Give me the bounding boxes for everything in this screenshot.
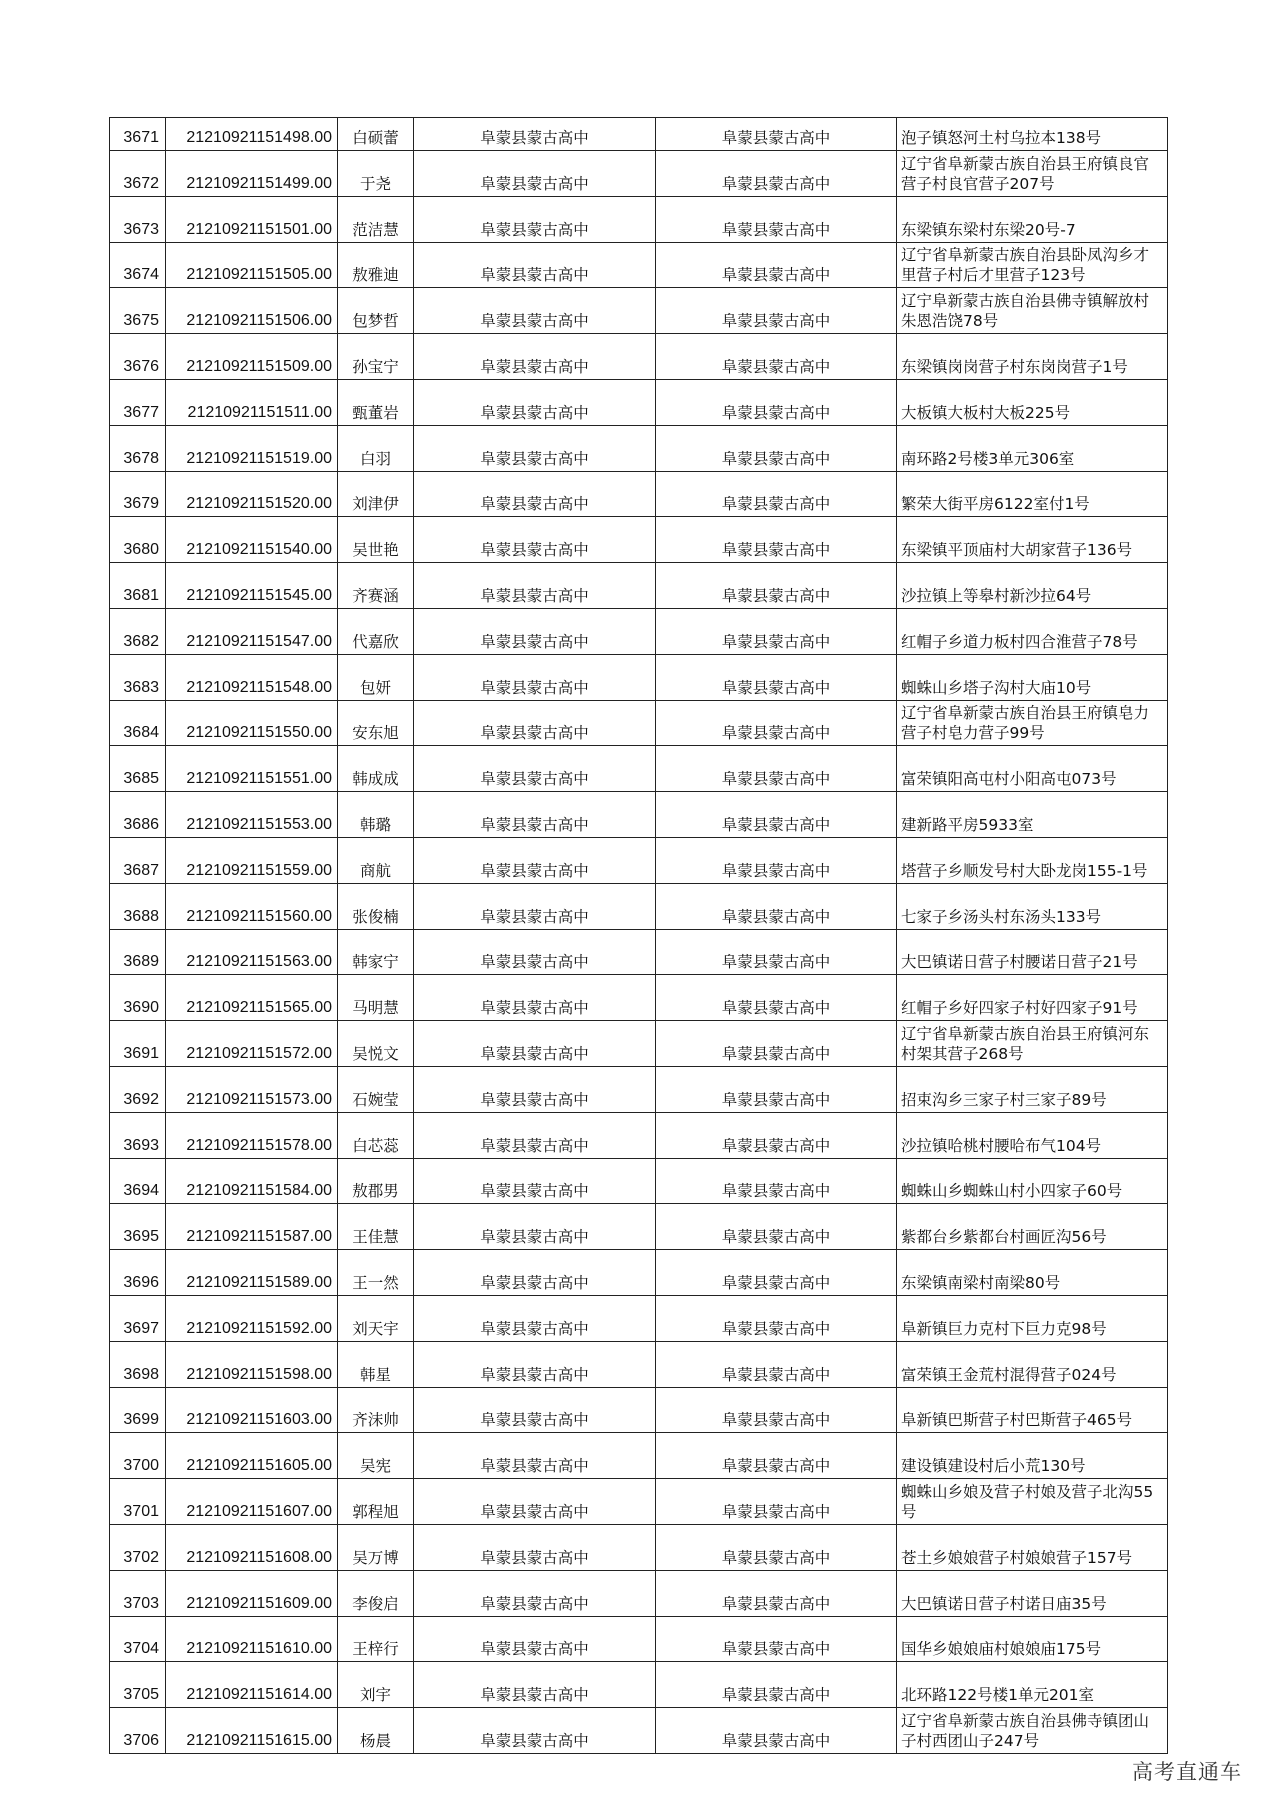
row-index-cell: 3674 <box>110 242 166 288</box>
address-cell: 辽宁省阜新蒙古族自治县王府镇良官营子村良官营子207号 <box>897 151 1168 197</box>
row-index-cell: 3684 <box>110 700 166 746</box>
student-name-cell: 杨晨 <box>338 1708 414 1754</box>
address-cell: 辽宁省阜新蒙古族自治县佛寺镇团山子村西团山子247号 <box>897 1708 1168 1754</box>
student-name-cell: 敖雅迪 <box>338 242 414 288</box>
row-index-cell: 3676 <box>110 334 166 380</box>
admitted-school-cell: 阜蒙县蒙古高中 <box>656 379 897 425</box>
exam-number-cell: 21210921151615.00 <box>166 1708 338 1754</box>
school-cell: 阜蒙县蒙古高中 <box>414 1616 656 1662</box>
exam-number-cell: 21210921151598.00 <box>166 1341 338 1387</box>
row-index-cell: 3672 <box>110 151 166 197</box>
admitted-school-cell: 阜蒙县蒙古高中 <box>656 837 897 883</box>
address-cell: 沙拉镇上等皋村新沙拉64号 <box>897 563 1168 609</box>
table-row <box>110 1066 1168 1112</box>
exam-number-cell: 21210921151545.00 <box>166 563 338 609</box>
address-cell: 东梁镇南梁村南梁80号 <box>897 1250 1168 1296</box>
school-cell: 阜蒙县蒙古高中 <box>414 654 656 700</box>
table-row <box>110 151 1168 197</box>
row-index-cell: 3678 <box>110 425 166 471</box>
admitted-school-cell: 阜蒙县蒙古高中 <box>656 1479 897 1525</box>
student-name-cell: 吴万博 <box>338 1524 414 1570</box>
student-name-cell: 王梓行 <box>338 1616 414 1662</box>
student-name-cell: 李俊启 <box>338 1570 414 1616</box>
address-cell: 辽宁省阜新蒙古族自治县王府镇河东村架其营子268号 <box>897 1021 1168 1067</box>
address-cell: 辽宁阜新蒙古族自治县佛寺镇解放村朱恩浩饶78号 <box>897 288 1168 334</box>
exam-number-cell: 21210921151501.00 <box>166 196 338 242</box>
school-cell: 阜蒙县蒙古高中 <box>414 196 656 242</box>
table-row <box>110 929 1168 975</box>
exam-number-cell: 21210921151584.00 <box>166 1158 338 1204</box>
student-table <box>109 117 1168 1754</box>
admitted-school-cell: 阜蒙县蒙古高中 <box>656 792 897 838</box>
address-cell: 国华乡娘娘庙村娘娘庙175号 <box>897 1616 1168 1662</box>
exam-number-cell: 21210921151505.00 <box>166 242 338 288</box>
table-row <box>110 608 1168 654</box>
admitted-school-cell: 阜蒙县蒙古高中 <box>656 1616 897 1662</box>
student-name-cell: 包梦哲 <box>338 288 414 334</box>
admitted-school-cell: 阜蒙县蒙古高中 <box>656 1708 897 1754</box>
row-index-cell: 3677 <box>110 379 166 425</box>
exam-number-cell: 21210921151607.00 <box>166 1479 338 1525</box>
admitted-school-cell: 阜蒙县蒙古高中 <box>656 118 897 151</box>
row-index-cell: 3673 <box>110 196 166 242</box>
school-cell: 阜蒙县蒙古高中 <box>414 1662 656 1708</box>
school-cell: 阜蒙县蒙古高中 <box>414 746 656 792</box>
admitted-school-cell: 阜蒙县蒙古高中 <box>656 883 897 929</box>
table-row <box>110 883 1168 929</box>
exam-number-cell: 21210921151519.00 <box>166 425 338 471</box>
admitted-school-cell: 阜蒙县蒙古高中 <box>656 1433 897 1479</box>
student-name-cell: 敖郡男 <box>338 1158 414 1204</box>
row-index-cell: 3694 <box>110 1158 166 1204</box>
table-row <box>110 1021 1168 1067</box>
address-cell: 辽宁省阜新蒙古族自治县卧凤沟乡才里营子村后才里营子123号 <box>897 242 1168 288</box>
exam-number-cell: 21210921151578.00 <box>166 1112 338 1158</box>
school-cell: 阜蒙县蒙古高中 <box>414 1708 656 1754</box>
table-row <box>110 746 1168 792</box>
address-cell: 繁荣大街平房6122室付1号 <box>897 471 1168 517</box>
student-name-cell: 韩成成 <box>338 746 414 792</box>
table-row <box>110 1250 1168 1296</box>
table-row <box>110 1616 1168 1662</box>
row-index-cell: 3701 <box>110 1479 166 1525</box>
row-index-cell: 3706 <box>110 1708 166 1754</box>
row-index-cell: 3693 <box>110 1112 166 1158</box>
student-name-cell: 白硕蕾 <box>338 118 414 151</box>
row-index-cell: 3704 <box>110 1616 166 1662</box>
table-row <box>110 118 1168 151</box>
admitted-school-cell: 阜蒙县蒙古高中 <box>656 517 897 563</box>
school-cell: 阜蒙县蒙古高中 <box>414 471 656 517</box>
admitted-school-cell: 阜蒙县蒙古高中 <box>656 654 897 700</box>
table-row <box>110 379 1168 425</box>
row-index-cell: 3681 <box>110 563 166 609</box>
exam-number-cell: 21210921151573.00 <box>166 1066 338 1112</box>
admitted-school-cell: 阜蒙县蒙古高中 <box>656 1570 897 1616</box>
student-name-cell: 郭程旭 <box>338 1479 414 1525</box>
table-row <box>110 1479 1168 1525</box>
table-row <box>110 1524 1168 1570</box>
row-index-cell: 3686 <box>110 792 166 838</box>
table-row <box>110 425 1168 471</box>
table-row <box>110 1570 1168 1616</box>
address-cell: 东梁镇平顶庙村大胡家营子136号 <box>897 517 1168 563</box>
exam-number-cell: 21210921151608.00 <box>166 1524 338 1570</box>
row-index-cell: 3688 <box>110 883 166 929</box>
school-cell: 阜蒙县蒙古高中 <box>414 517 656 563</box>
admitted-school-cell: 阜蒙县蒙古高中 <box>656 1387 897 1433</box>
student-name-cell: 刘宇 <box>338 1662 414 1708</box>
exam-number-cell: 21210921151540.00 <box>166 517 338 563</box>
table-row <box>110 1433 1168 1479</box>
student-name-cell: 韩璐 <box>338 792 414 838</box>
address-cell: 大巴镇诺日营子村腰诺日营子21号 <box>897 929 1168 975</box>
table-row <box>110 1708 1168 1754</box>
exam-number-cell: 21210921151587.00 <box>166 1204 338 1250</box>
exam-number-cell: 21210921151610.00 <box>166 1616 338 1662</box>
admitted-school-cell: 阜蒙县蒙古高中 <box>656 700 897 746</box>
address-cell: 南环路2号楼3单元306室 <box>897 425 1168 471</box>
admitted-school-cell: 阜蒙县蒙古高中 <box>656 929 897 975</box>
address-cell: 辽宁省阜新蒙古族自治县王府镇皂力营子村皂力营子99号 <box>897 700 1168 746</box>
table-row <box>110 792 1168 838</box>
school-cell: 阜蒙县蒙古高中 <box>414 1066 656 1112</box>
exam-number-cell: 21210921151498.00 <box>166 118 338 151</box>
exam-number-cell: 21210921151563.00 <box>166 929 338 975</box>
school-cell: 阜蒙县蒙古高中 <box>414 1158 656 1204</box>
row-index-cell: 3696 <box>110 1250 166 1296</box>
student-name-cell: 韩家宁 <box>338 929 414 975</box>
admitted-school-cell: 阜蒙县蒙古高中 <box>656 288 897 334</box>
admitted-school-cell: 阜蒙县蒙古高中 <box>656 1524 897 1570</box>
student-name-cell: 齐沫帅 <box>338 1387 414 1433</box>
row-index-cell: 3675 <box>110 288 166 334</box>
address-cell: 东梁镇岗岗营子村东岗岗营子1号 <box>897 334 1168 380</box>
admitted-school-cell: 阜蒙县蒙古高中 <box>656 1341 897 1387</box>
address-cell: 蜘蛛山乡塔子沟村大庙10号 <box>897 654 1168 700</box>
exam-number-cell: 21210921151553.00 <box>166 792 338 838</box>
school-cell: 阜蒙县蒙古高中 <box>414 1479 656 1525</box>
exam-number-cell: 21210921151589.00 <box>166 1250 338 1296</box>
exam-number-cell: 21210921151511.00 <box>166 379 338 425</box>
admitted-school-cell: 阜蒙县蒙古高中 <box>656 608 897 654</box>
row-index-cell: 3692 <box>110 1066 166 1112</box>
row-index-cell: 3685 <box>110 746 166 792</box>
admitted-school-cell: 阜蒙县蒙古高中 <box>656 1250 897 1296</box>
school-cell: 阜蒙县蒙古高中 <box>414 792 656 838</box>
table-row <box>110 1662 1168 1708</box>
address-cell: 大巴镇诺日营子村诺日庙35号 <box>897 1570 1168 1616</box>
exam-number-cell: 21210921151592.00 <box>166 1295 338 1341</box>
row-index-cell: 3690 <box>110 975 166 1021</box>
table-row <box>110 242 1168 288</box>
row-index-cell: 3671 <box>110 118 166 151</box>
student-name-cell: 孙宝宁 <box>338 334 414 380</box>
student-name-cell: 马明慧 <box>338 975 414 1021</box>
school-cell: 阜蒙县蒙古高中 <box>414 563 656 609</box>
address-cell: 阜新镇巨力克村下巨力克98号 <box>897 1295 1168 1341</box>
address-cell: 泡子镇怒河土村乌拉本138号 <box>897 118 1168 151</box>
table-row <box>110 1341 1168 1387</box>
school-cell: 阜蒙县蒙古高中 <box>414 1570 656 1616</box>
address-cell: 阜新镇巴斯营子村巴斯营子465号 <box>897 1387 1168 1433</box>
table-row <box>110 1387 1168 1433</box>
school-cell: 阜蒙县蒙古高中 <box>414 1341 656 1387</box>
row-index-cell: 3691 <box>110 1021 166 1067</box>
student-name-cell: 刘天宇 <box>338 1295 414 1341</box>
row-index-cell: 3683 <box>110 654 166 700</box>
student-name-cell: 安东旭 <box>338 700 414 746</box>
school-cell: 阜蒙县蒙古高中 <box>414 837 656 883</box>
school-cell: 阜蒙县蒙古高中 <box>414 975 656 1021</box>
student-name-cell: 王佳慧 <box>338 1204 414 1250</box>
school-cell: 阜蒙县蒙古高中 <box>414 1387 656 1433</box>
exam-number-cell: 21210921151559.00 <box>166 837 338 883</box>
table-body <box>110 118 1168 1754</box>
school-cell: 阜蒙县蒙古高中 <box>414 118 656 151</box>
admitted-school-cell: 阜蒙县蒙古高中 <box>656 425 897 471</box>
address-cell: 招束沟乡三家子村三家子89号 <box>897 1066 1168 1112</box>
address-cell: 紫都台乡紫都台村画匠沟56号 <box>897 1204 1168 1250</box>
exam-number-cell: 21210921151614.00 <box>166 1662 338 1708</box>
school-cell: 阜蒙县蒙古高中 <box>414 929 656 975</box>
student-name-cell: 吴世艳 <box>338 517 414 563</box>
admitted-school-cell: 阜蒙县蒙古高中 <box>656 1021 897 1067</box>
address-cell: 七家子乡汤头村东汤头133号 <box>897 883 1168 929</box>
exam-number-cell: 21210921151603.00 <box>166 1387 338 1433</box>
student-name-cell: 代嘉欣 <box>338 608 414 654</box>
student-name-cell: 范洁慧 <box>338 196 414 242</box>
student-name-cell: 石婉莹 <box>338 1066 414 1112</box>
exam-number-cell: 21210921151547.00 <box>166 608 338 654</box>
student-name-cell: 于尧 <box>338 151 414 197</box>
exam-number-cell: 21210921151520.00 <box>166 471 338 517</box>
table-row <box>110 654 1168 700</box>
address-cell: 红帽子乡好四家子村好四家子91号 <box>897 975 1168 1021</box>
admitted-school-cell: 阜蒙县蒙古高中 <box>656 975 897 1021</box>
school-cell: 阜蒙县蒙古高中 <box>414 379 656 425</box>
admitted-school-cell: 阜蒙县蒙古高中 <box>656 334 897 380</box>
student-name-cell: 吴悦文 <box>338 1021 414 1067</box>
address-cell: 塔营子乡顺发号村大卧龙岗155-1号 <box>897 837 1168 883</box>
table-row <box>110 700 1168 746</box>
row-index-cell: 3705 <box>110 1662 166 1708</box>
school-cell: 阜蒙县蒙古高中 <box>414 334 656 380</box>
table-row <box>110 1295 1168 1341</box>
watermark-text: 高考直通车 <box>1132 1760 1242 1784</box>
address-cell: 蜘蛛山乡娘及营子村娘及营子北沟55号 <box>897 1479 1168 1525</box>
exam-number-cell: 21210921151605.00 <box>166 1433 338 1479</box>
row-index-cell: 3680 <box>110 517 166 563</box>
student-name-cell: 刘津伊 <box>338 471 414 517</box>
exam-number-cell: 21210921151609.00 <box>166 1570 338 1616</box>
school-cell: 阜蒙县蒙古高中 <box>414 883 656 929</box>
address-cell: 北环路122号楼1单元201室 <box>897 1662 1168 1708</box>
student-name-cell: 韩星 <box>338 1341 414 1387</box>
address-cell: 沙拉镇哈桃村腰哈布气104号 <box>897 1112 1168 1158</box>
admitted-school-cell: 阜蒙县蒙古高中 <box>656 1158 897 1204</box>
admitted-school-cell: 阜蒙县蒙古高中 <box>656 1662 897 1708</box>
student-name-cell: 包妍 <box>338 654 414 700</box>
admitted-school-cell: 阜蒙县蒙古高中 <box>656 151 897 197</box>
row-index-cell: 3682 <box>110 608 166 654</box>
table-row <box>110 471 1168 517</box>
exam-number-cell: 21210921151560.00 <box>166 883 338 929</box>
address-cell: 富荣镇王金荒村混得营子024号 <box>897 1341 1168 1387</box>
address-cell: 红帽子乡道力板村四合淮营子78号 <box>897 608 1168 654</box>
admitted-school-cell: 阜蒙县蒙古高中 <box>656 746 897 792</box>
address-cell: 建设镇建设村后小荒130号 <box>897 1433 1168 1479</box>
student-name-cell: 吴宪 <box>338 1433 414 1479</box>
exam-number-cell: 21210921151572.00 <box>166 1021 338 1067</box>
school-cell: 阜蒙县蒙古高中 <box>414 242 656 288</box>
table-row <box>110 196 1168 242</box>
student-name-cell: 甄董岩 <box>338 379 414 425</box>
exam-number-cell: 21210921151550.00 <box>166 700 338 746</box>
address-cell: 东梁镇东梁村东梁20号-7 <box>897 196 1168 242</box>
admitted-school-cell: 阜蒙县蒙古高中 <box>656 1295 897 1341</box>
admitted-school-cell: 阜蒙县蒙古高中 <box>656 1112 897 1158</box>
table-row <box>110 1112 1168 1158</box>
table-row <box>110 288 1168 334</box>
school-cell: 阜蒙县蒙古高中 <box>414 1021 656 1067</box>
school-cell: 阜蒙县蒙古高中 <box>414 1112 656 1158</box>
table-row <box>110 975 1168 1021</box>
student-name-cell: 白羽 <box>338 425 414 471</box>
row-index-cell: 3700 <box>110 1433 166 1479</box>
admitted-school-cell: 阜蒙县蒙古高中 <box>656 242 897 288</box>
admitted-school-cell: 阜蒙县蒙古高中 <box>656 196 897 242</box>
row-index-cell: 3687 <box>110 837 166 883</box>
address-cell: 建新路平房5933室 <box>897 792 1168 838</box>
school-cell: 阜蒙县蒙古高中 <box>414 700 656 746</box>
address-cell: 蜘蛛山乡蜘蛛山村小四家子60号 <box>897 1158 1168 1204</box>
row-index-cell: 3695 <box>110 1204 166 1250</box>
address-cell: 富荣镇阳高屯村小阳高屯073号 <box>897 746 1168 792</box>
address-cell: 大板镇大板村大板225号 <box>897 379 1168 425</box>
row-index-cell: 3703 <box>110 1570 166 1616</box>
exam-number-cell: 21210921151506.00 <box>166 288 338 334</box>
row-index-cell: 3702 <box>110 1524 166 1570</box>
row-index-cell: 3699 <box>110 1387 166 1433</box>
exam-number-cell: 21210921151565.00 <box>166 975 338 1021</box>
row-index-cell: 3698 <box>110 1341 166 1387</box>
exam-number-cell: 21210921151499.00 <box>166 151 338 197</box>
exam-number-cell: 21210921151509.00 <box>166 334 338 380</box>
school-cell: 阜蒙县蒙古高中 <box>414 1295 656 1341</box>
admitted-school-cell: 阜蒙县蒙古高中 <box>656 1066 897 1112</box>
school-cell: 阜蒙县蒙古高中 <box>414 288 656 334</box>
row-index-cell: 3697 <box>110 1295 166 1341</box>
exam-number-cell: 21210921151548.00 <box>166 654 338 700</box>
school-cell: 阜蒙县蒙古高中 <box>414 425 656 471</box>
table-row <box>110 563 1168 609</box>
table-row <box>110 1204 1168 1250</box>
school-cell: 阜蒙县蒙古高中 <box>414 1524 656 1570</box>
row-index-cell: 3689 <box>110 929 166 975</box>
table-row <box>110 334 1168 380</box>
table-row <box>110 837 1168 883</box>
admitted-school-cell: 阜蒙县蒙古高中 <box>656 563 897 609</box>
student-name-cell: 齐赛涵 <box>338 563 414 609</box>
school-cell: 阜蒙县蒙古高中 <box>414 1250 656 1296</box>
school-cell: 阜蒙县蒙古高中 <box>414 1433 656 1479</box>
table-row <box>110 1158 1168 1204</box>
school-cell: 阜蒙县蒙古高中 <box>414 1204 656 1250</box>
student-name-cell: 白芯蕊 <box>338 1112 414 1158</box>
student-name-cell: 张俊楠 <box>338 883 414 929</box>
table-row <box>110 517 1168 563</box>
exam-number-cell: 21210921151551.00 <box>166 746 338 792</box>
school-cell: 阜蒙县蒙古高中 <box>414 608 656 654</box>
school-cell: 阜蒙县蒙古高中 <box>414 151 656 197</box>
student-name-cell: 王一然 <box>338 1250 414 1296</box>
admitted-school-cell: 阜蒙县蒙古高中 <box>656 1204 897 1250</box>
admitted-school-cell: 阜蒙县蒙古高中 <box>656 471 897 517</box>
student-name-cell: 商航 <box>338 837 414 883</box>
row-index-cell: 3679 <box>110 471 166 517</box>
address-cell: 苍土乡娘娘营子村娘娘营子157号 <box>897 1524 1168 1570</box>
